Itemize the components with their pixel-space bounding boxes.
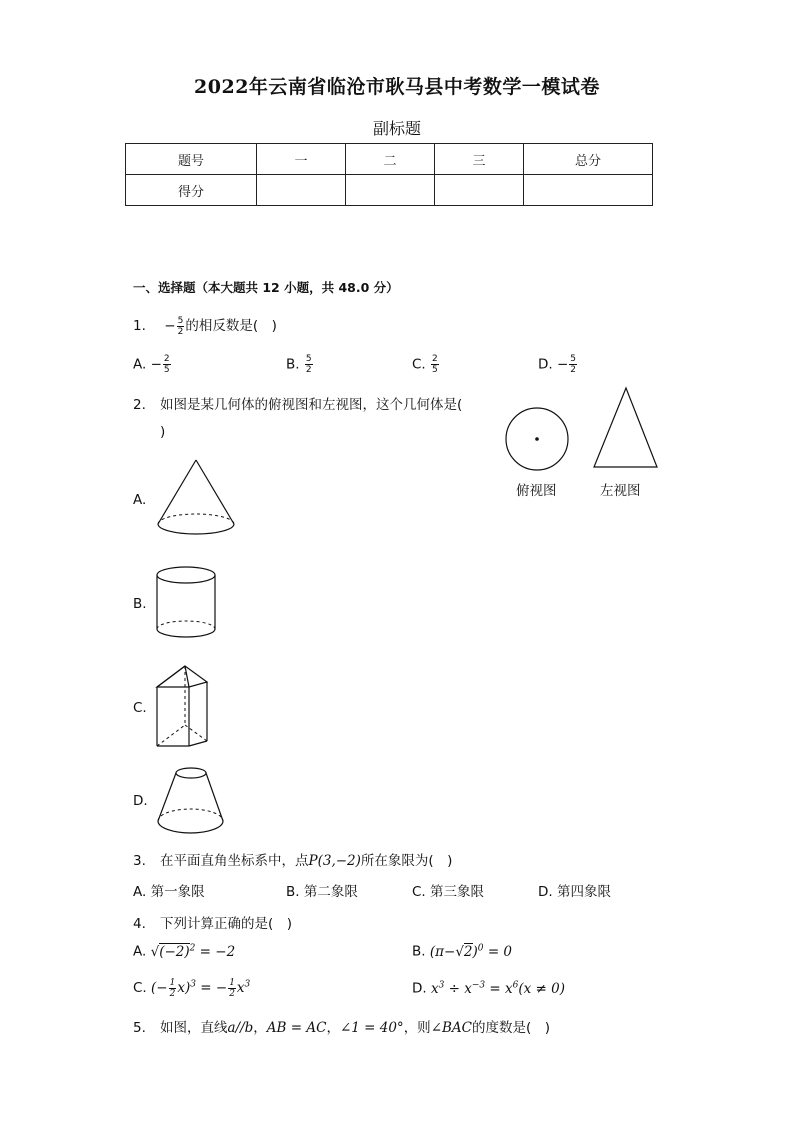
frac-numerator: 2 [163,354,170,364]
option-fraction [431,354,439,375]
score-header-cell: 总分 [524,144,653,175]
option-letter: C. [412,356,426,373]
frac-numerator: 5 [305,354,312,364]
exponent: −3 [471,980,486,990]
q3-option-d[interactable]: D. 第四象限 [538,884,611,900]
radicand: 2 [463,943,473,960]
q3-text-post: 所在象限为( ) [360,853,453,869]
q2-text-continued: ) [160,424,166,440]
question-4 [133,912,292,932]
option-sign: − [150,356,162,373]
frac-denominator: 2 [229,989,235,999]
q5-math: a//b [227,1020,254,1036]
q3-option-c[interactable]: C. 第三象限 [412,884,485,900]
score-cell[interactable] [524,175,653,206]
q4-c-expression [151,978,251,999]
question-number: 1. [133,318,146,334]
exponent: 6 [512,980,519,990]
q4-option-b[interactable] [412,943,512,960]
q5-text: ， [326,1020,340,1036]
question-number: 4. [133,916,146,932]
question-number: 2. [133,397,146,413]
frac-numerator: 1 [169,978,176,988]
question-1 [133,314,277,337]
q3-text: 在平面直角坐标系中，点 [160,853,309,869]
expr-part: (− [151,980,168,996]
q3-point: P(3,−2) [308,853,361,869]
prism-shape[interactable] [155,662,215,752]
score-table [125,143,653,206]
q1-neg: − [164,318,176,334]
expr-part: x [430,980,439,997]
frustum-shape[interactable] [155,765,230,840]
expr-part: x [236,980,245,996]
q4-text: 下列计算正确的是( ) [160,916,293,932]
expr-part: (x ≠ 0) [518,980,566,997]
expr-part: x) [177,980,191,996]
frac-denominator: 5 [163,365,170,375]
q5-text: 如图，直线 [160,1020,228,1036]
question-3 [133,849,452,869]
option-fraction [569,354,577,375]
exponent: 3 [190,979,196,990]
q1-option-b[interactable] [286,354,314,375]
score-cell[interactable] [435,175,524,206]
exponent: 3 [244,979,251,990]
option-letter: B. [412,943,426,960]
q3-option-b[interactable]: B. 第二象限 [286,884,358,900]
expr-part: ÷ x [444,980,472,997]
frac-denominator: 5 [432,365,438,375]
q1-option-a[interactable] [133,354,172,375]
expr-part: = − [200,980,228,996]
q5-math: AB = AC [266,1020,327,1036]
q2-option-d-letter[interactable]: D. [133,793,148,809]
left-view-caption: 左视图 [600,483,641,499]
score-header-cell: 一 [257,144,346,175]
score-header-cell: 三 [435,144,524,175]
q5-math: ∠BAC [430,1020,472,1036]
score-header-cell: 题号 [126,144,257,175]
q5-text-post: 的度数是( ) [472,1020,551,1036]
left-view-triangle [594,388,657,467]
rhs: = 0 [487,943,513,960]
option-letter: C. [133,980,147,996]
q4-option-c[interactable] [133,978,250,999]
option-letter: A. [133,356,147,373]
exponent: 0 [477,943,484,953]
score-cell[interactable] [257,175,346,206]
cylinder-shape[interactable] [155,565,220,645]
q4-b-expression: $(\pi-√2)^0 = 0$ [429,943,513,960]
fraction [228,978,236,999]
q2-option-c-letter[interactable]: C. [133,700,147,716]
frac-numerator: 5 [570,354,577,364]
q1-fraction [177,316,185,337]
q4-option-a[interactable] [133,943,235,960]
q2-option-a-letter[interactable]: A. [133,492,147,508]
q1-option-c[interactable] [412,354,440,375]
q4-a-expression: $√(-2)^2 = -2$ [150,943,236,960]
q2-text: 如图是某几何体的俯视图和左视图，这个几何体是( [160,397,463,413]
question-5 [133,1016,550,1036]
exponent: 3 [438,980,445,990]
option-fraction [163,354,171,375]
option-letter: D. [538,356,553,373]
q3-option-a[interactable]: A. 第一象限 [133,884,205,900]
radicand: (−2) [159,943,190,960]
q1-option-d[interactable] [538,354,578,375]
score-cell[interactable] [346,175,435,206]
option-sign: − [556,356,569,373]
top-view-center-dot [535,437,539,441]
page-subtitle: 副标题 [372,119,421,138]
q4-option-d[interactable] [412,980,565,997]
score-header-cell: 二 [346,144,435,175]
score-table-row [126,175,653,206]
frac-denominator: 2 [570,365,577,375]
cone-shape[interactable] [155,458,240,543]
section-heading: 一、选择题（本大题共 12 小题，共 48.0 分） [133,280,399,295]
q5-text: ， [253,1020,267,1036]
frac-numerator: 5 [177,315,184,326]
q5-text: ，则 [403,1020,431,1036]
option-fraction [305,354,313,375]
frac-denominator: 2 [177,326,184,337]
fraction [169,978,177,999]
option-letter: D. [412,980,427,997]
exponent: 2 [189,943,196,953]
question-2 [133,393,462,413]
q2-option-b-letter[interactable]: B. [133,596,147,612]
rhs: = −2 [199,943,236,960]
score-row-label: 得分 [126,175,257,206]
top-view-caption: 俯视图 [516,483,557,499]
expr-part: (π− [429,943,456,960]
q4-d-expression [431,981,565,997]
option-letter: B. [286,356,300,373]
frac-numerator: 1 [229,978,235,988]
frac-numerator: 2 [432,354,438,364]
question-number: 3. [133,853,146,869]
page-title: 2022年云南省临沧市耿马县中考数学一模试卷 [194,76,600,98]
question-number: 5. [133,1020,146,1036]
q2-views-figure [500,405,665,475]
q5-math: ∠1 = 40° [339,1020,404,1036]
frac-denominator: 2 [305,365,312,375]
option-letter: A. [133,943,147,960]
frac-denominator: 2 [169,989,176,999]
score-table-header-row [126,144,653,175]
q1-text: 的相反数是( ) [185,318,277,334]
expr-part: = x [485,980,513,997]
expr-part: ) [472,943,478,960]
